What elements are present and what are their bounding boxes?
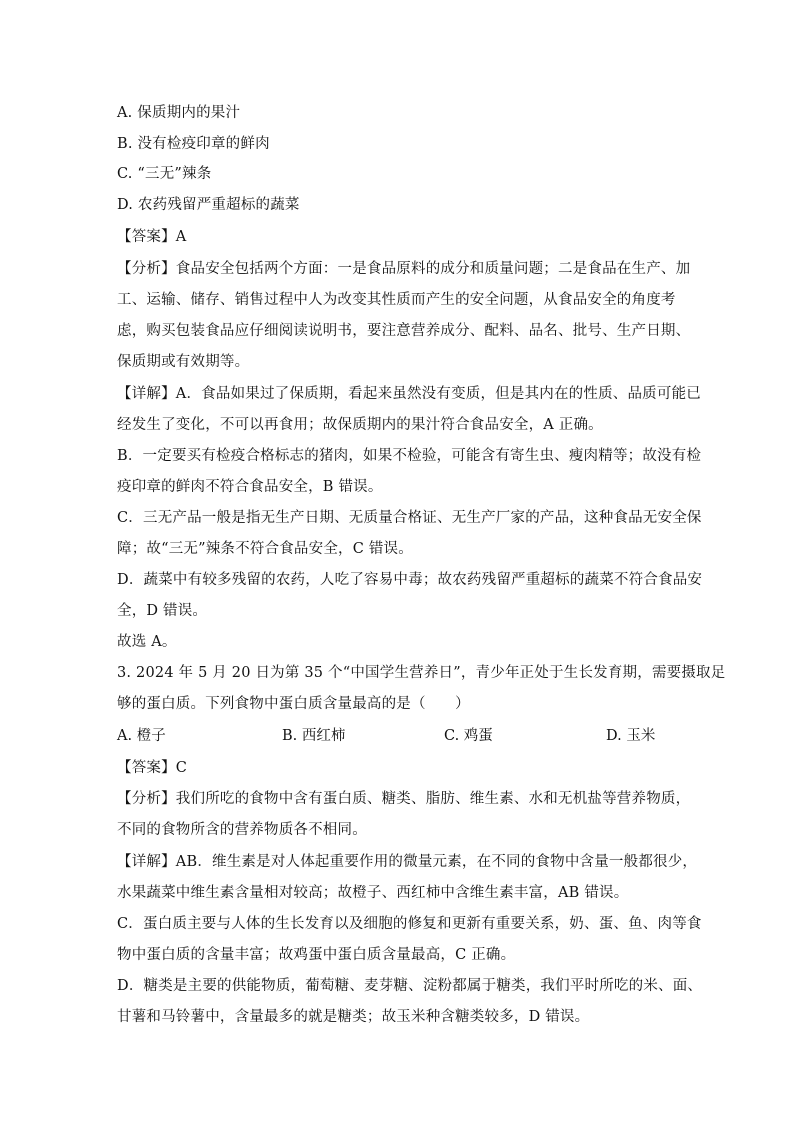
detail-line: 疫印章的鲜肉不符合食品安全，B 错误。	[117, 479, 383, 495]
detail-line: 【详解】A．食品如果过了保质期，看起来虽然没有变质，但是其内在的性质、品质可能已	[117, 386, 701, 402]
detail-line: D．蔬菜中有较多残留的农药，人吃了容易中毒；故农药残留严重超标的蔬菜不符合食品安	[117, 572, 703, 588]
option-d-text: D. 农药残留严重超标的蔬菜	[117, 197, 300, 213]
detail-line: 经发生了变化，不可以再食用；故保质期内的果汁符合食品安全，A 正确。	[117, 417, 603, 433]
q3-option-a: A. 橙子	[117, 728, 166, 744]
q3-option-d: D. 玉米	[606, 728, 656, 744]
answer-line: 【答案】A	[117, 229, 187, 245]
option-a-text: A. 保质期内的果汁	[117, 105, 241, 121]
question-3-options	[117, 726, 677, 746]
detail-line: 物中蛋白质的含量丰富；故鸡蛋中蛋白质含量最高，C 正确。	[117, 947, 516, 963]
conclusion-line: 故选 A。	[117, 634, 177, 650]
analysis-line: 【分析】我们所吃的食物中含有蛋白质、糖类、脂肪、维生素、水和无机盐等营养物质，	[117, 791, 691, 807]
analysis-line: 保质期或有效期等。	[117, 354, 250, 370]
q3-option-c: C. 鸡蛋	[444, 728, 493, 744]
option-c-text: C. “三无”辣条	[117, 166, 212, 182]
answer-line: 【答案】C	[117, 760, 188, 776]
question-3-line: 3. 2024 年 5 月 20 日为第 35 个“中国学生营养日”，青少年正处于生长发育期，需要摄取足	[117, 665, 726, 681]
detail-line: 甘薯和马铃薯中，含量最多的就是糖类；故玉米种含糖类较多，D 错误。	[117, 1009, 590, 1025]
detail-line: D．糖类是主要的供能物质，葡萄糖、麦芽糖、淀粉都属于糖类，我们平时所吃的米、面、	[117, 978, 703, 994]
detail-line: C．蛋白质主要与人体的生长发育以及细胞的修复和更新有重要关系，奶、蛋、鱼、肉等食	[117, 916, 702, 932]
analysis-line: 不同的食物所含的营养物质各不相同。	[117, 822, 367, 838]
detail-line: 全，D 错误。	[117, 603, 208, 619]
detail-line: 水果蔬菜中维生素含量相对较高；故橙子、西红柿中含维生素丰富，AB 错误。	[117, 885, 629, 901]
q3-option-b: B. 西红柿	[282, 728, 346, 744]
detail-line: B．一定要买有检疫合格标志的猪肉，如果不检验，可能含有寄生虫、瘦肉精等；故没有检	[117, 448, 702, 464]
analysis-line: 虑，购买包装食品应仔细阅读说明书，要注意营养成分、配料、品名、批号、生产日期、	[117, 323, 691, 339]
detail-line: C．三无产品一般是指无生产日期、无质量合格证、无生产厂家的产品，这种食品无安全保	[117, 510, 702, 526]
detail-line: 【详解】AB．维生素是对人体起重要作用的微量元素，在不同的食物中含量一般都很少，	[117, 854, 698, 870]
analysis-line: 【分析】食品安全包括两个方面：一是食品原料的成分和质量问题；二是食品在生产、加	[117, 261, 691, 277]
option-b-text: B. 没有检疫印章的鲜肉	[117, 136, 270, 152]
analysis-line: 工、运输、储存、销售过程中人为改变其性质而产生的安全问题，从食品安全的角度考	[117, 292, 676, 308]
question-3-line: 够的蛋白质。下列食物中蛋白质含量最高的是（ ）	[117, 696, 470, 712]
detail-line: 障；故“三无”辣条不符合食品安全，C 错误。	[117, 541, 413, 557]
